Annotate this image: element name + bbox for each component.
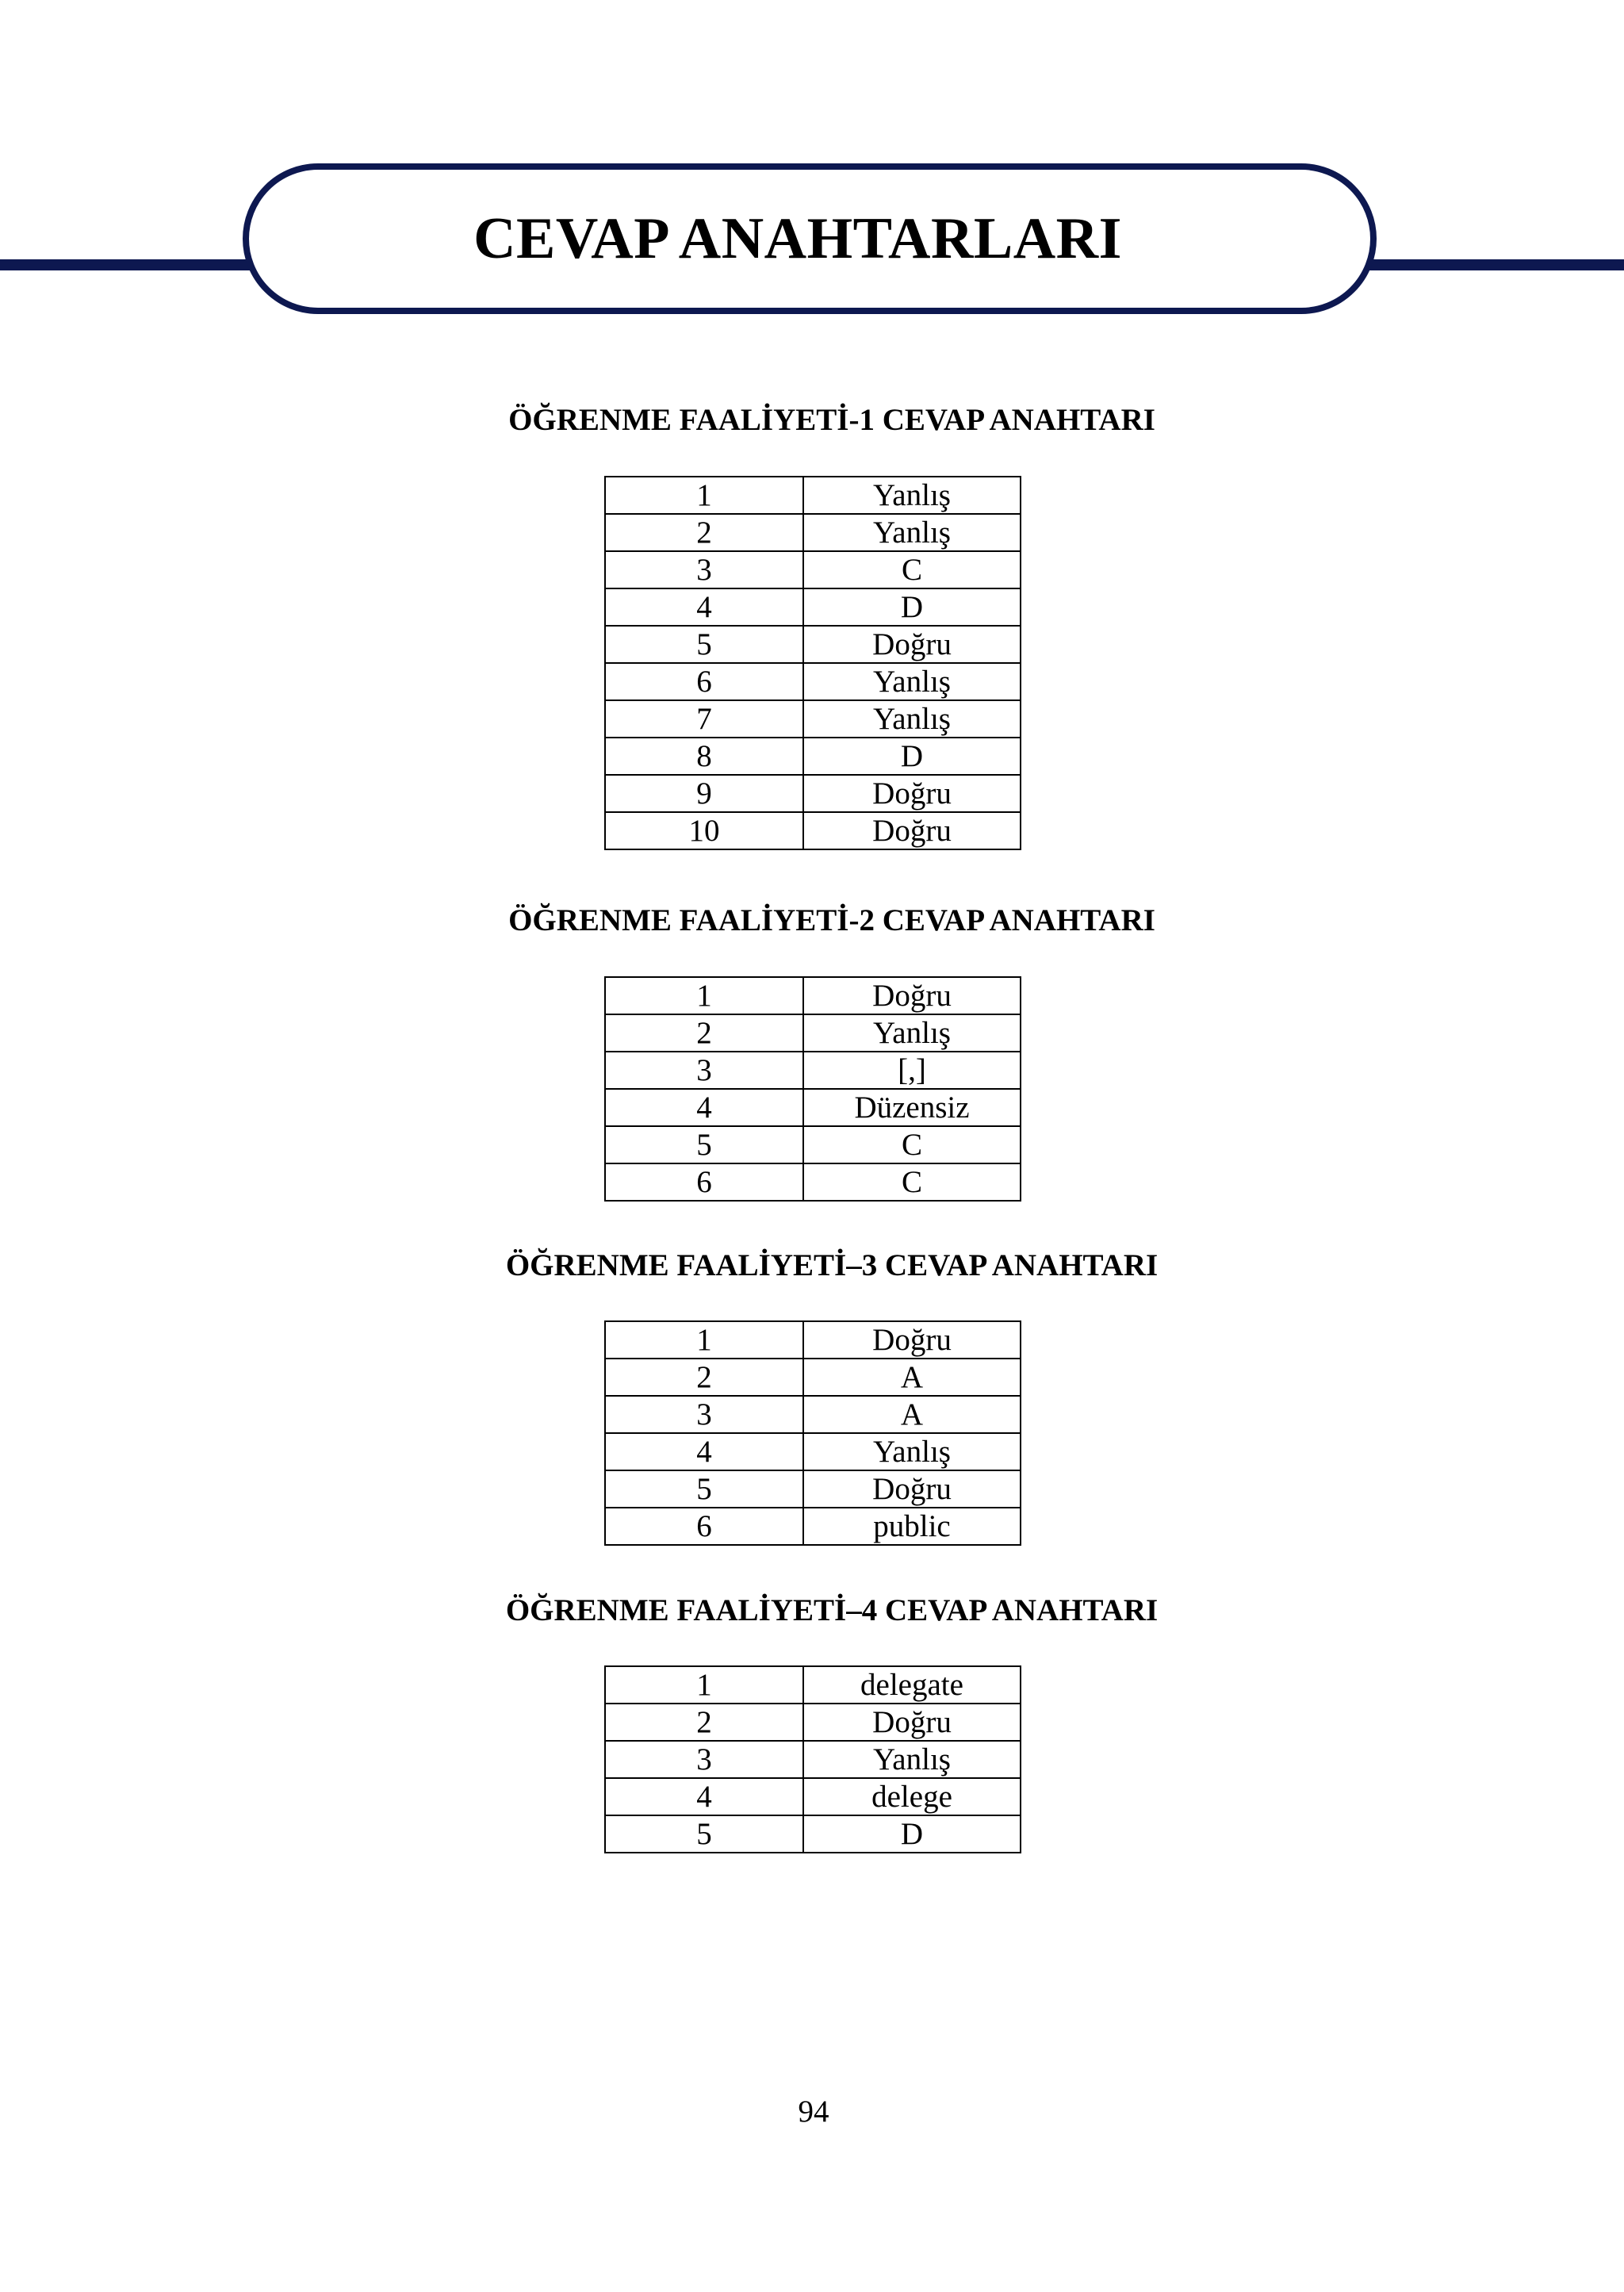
answer-cell: Yanlış [803, 663, 1021, 700]
answer-cell: D [803, 738, 1021, 775]
answer-cell: Yanlış [803, 514, 1021, 551]
answer-cell: Doğru [803, 1704, 1021, 1741]
answer-cell: Doğru [803, 1470, 1021, 1508]
answer-cell: Yanlış [803, 1433, 1021, 1470]
question-number: 6 [605, 663, 803, 700]
question-number: 4 [605, 1778, 803, 1815]
table-row [605, 1359, 1021, 1396]
table-row [605, 1815, 1021, 1853]
table-row [605, 1704, 1021, 1741]
table-row [605, 1741, 1021, 1778]
question-number: 4 [605, 1433, 803, 1470]
question-number: 10 [605, 812, 803, 849]
table-row [605, 738, 1021, 775]
answer-cell: Yanlış [803, 1741, 1021, 1778]
question-number: 6 [605, 1163, 803, 1201]
section-1-heading: ÖĞRENME FAALİYETİ-1 CEVAP ANAHTARI [508, 403, 1155, 437]
answer-cell: D [803, 588, 1021, 626]
question-number: 2 [605, 1014, 803, 1052]
question-number: 8 [605, 738, 803, 775]
table-row [605, 1089, 1021, 1126]
table-row [605, 1321, 1021, 1359]
answer-cell: [,] [803, 1052, 1021, 1089]
title-banner [243, 163, 1377, 314]
answer-cell: C [803, 1163, 1021, 1201]
answer-cell: Doğru [803, 977, 1021, 1014]
answer-cell: Yanlış [803, 477, 1021, 514]
table-row [605, 514, 1021, 551]
answer-cell: delege [803, 1778, 1021, 1815]
answer-cell: Yanlış [803, 700, 1021, 738]
question-number: 9 [605, 775, 803, 812]
answer-cell: Düzensiz [803, 1089, 1021, 1126]
table-row [605, 1666, 1021, 1704]
table-row [605, 1433, 1021, 1470]
question-number: 3 [605, 1396, 803, 1433]
table-row [605, 477, 1021, 514]
question-number: 3 [605, 551, 803, 588]
question-number: 7 [605, 700, 803, 738]
table-row [605, 1126, 1021, 1163]
answer-cell: D [803, 1815, 1021, 1853]
answer-cell: delegate [803, 1666, 1021, 1704]
table-row [605, 1778, 1021, 1815]
answer-cell: A [803, 1359, 1021, 1396]
question-number: 1 [605, 1666, 803, 1704]
question-number: 5 [605, 1470, 803, 1508]
question-number: 1 [605, 1321, 803, 1359]
answer-cell: Yanlış [803, 1014, 1021, 1052]
answer-cell: Doğru [803, 775, 1021, 812]
answer-cell: Doğru [803, 1321, 1021, 1359]
section-2-answer-table [604, 976, 1021, 1202]
question-number: 1 [605, 977, 803, 1014]
question-number: 5 [605, 626, 803, 663]
table-row [605, 663, 1021, 700]
table-row [605, 700, 1021, 738]
question-number: 2 [605, 514, 803, 551]
section-1-answer-table [604, 476, 1021, 850]
table-row [605, 1052, 1021, 1089]
question-number: 2 [605, 1359, 803, 1396]
question-number: 5 [605, 1126, 803, 1163]
answer-cell: A [803, 1396, 1021, 1433]
page-title: CEVAP ANAHTARLARI [473, 205, 1122, 271]
question-number: 3 [605, 1052, 803, 1089]
table-row [605, 775, 1021, 812]
section-3-heading: ÖĞRENME FAALİYETİ–3 CEVAP ANAHTARI [505, 1248, 1159, 1282]
question-number: 3 [605, 1741, 803, 1778]
table-row [605, 1014, 1021, 1052]
question-number: 5 [605, 1815, 803, 1853]
answer-cell: public [803, 1508, 1021, 1545]
table-row [605, 588, 1021, 626]
table-row [605, 551, 1021, 588]
question-number: 1 [605, 477, 803, 514]
question-number: 4 [605, 1089, 803, 1126]
question-number: 6 [605, 1508, 803, 1545]
answer-cell: C [803, 1126, 1021, 1163]
table-row [605, 977, 1021, 1014]
section-3-answer-table [604, 1320, 1021, 1546]
section-4-heading: ÖĞRENME FAALİYETİ–4 CEVAP ANAHTARI [505, 1593, 1159, 1627]
page-number: 94 [798, 2095, 829, 2129]
section-2-heading: ÖĞRENME FAALİYETİ-2 CEVAP ANAHTARI [508, 903, 1155, 937]
answer-cell: Doğru [803, 812, 1021, 849]
table-row [605, 1163, 1021, 1201]
table-row [605, 1508, 1021, 1545]
table-row [605, 812, 1021, 849]
question-number: 4 [605, 588, 803, 626]
section-4-answer-table [604, 1665, 1021, 1853]
table-row [605, 1396, 1021, 1433]
answer-cell: Doğru [803, 626, 1021, 663]
question-number: 2 [605, 1704, 803, 1741]
table-row [605, 1470, 1021, 1508]
answer-cell: C [803, 551, 1021, 588]
table-row [605, 626, 1021, 663]
